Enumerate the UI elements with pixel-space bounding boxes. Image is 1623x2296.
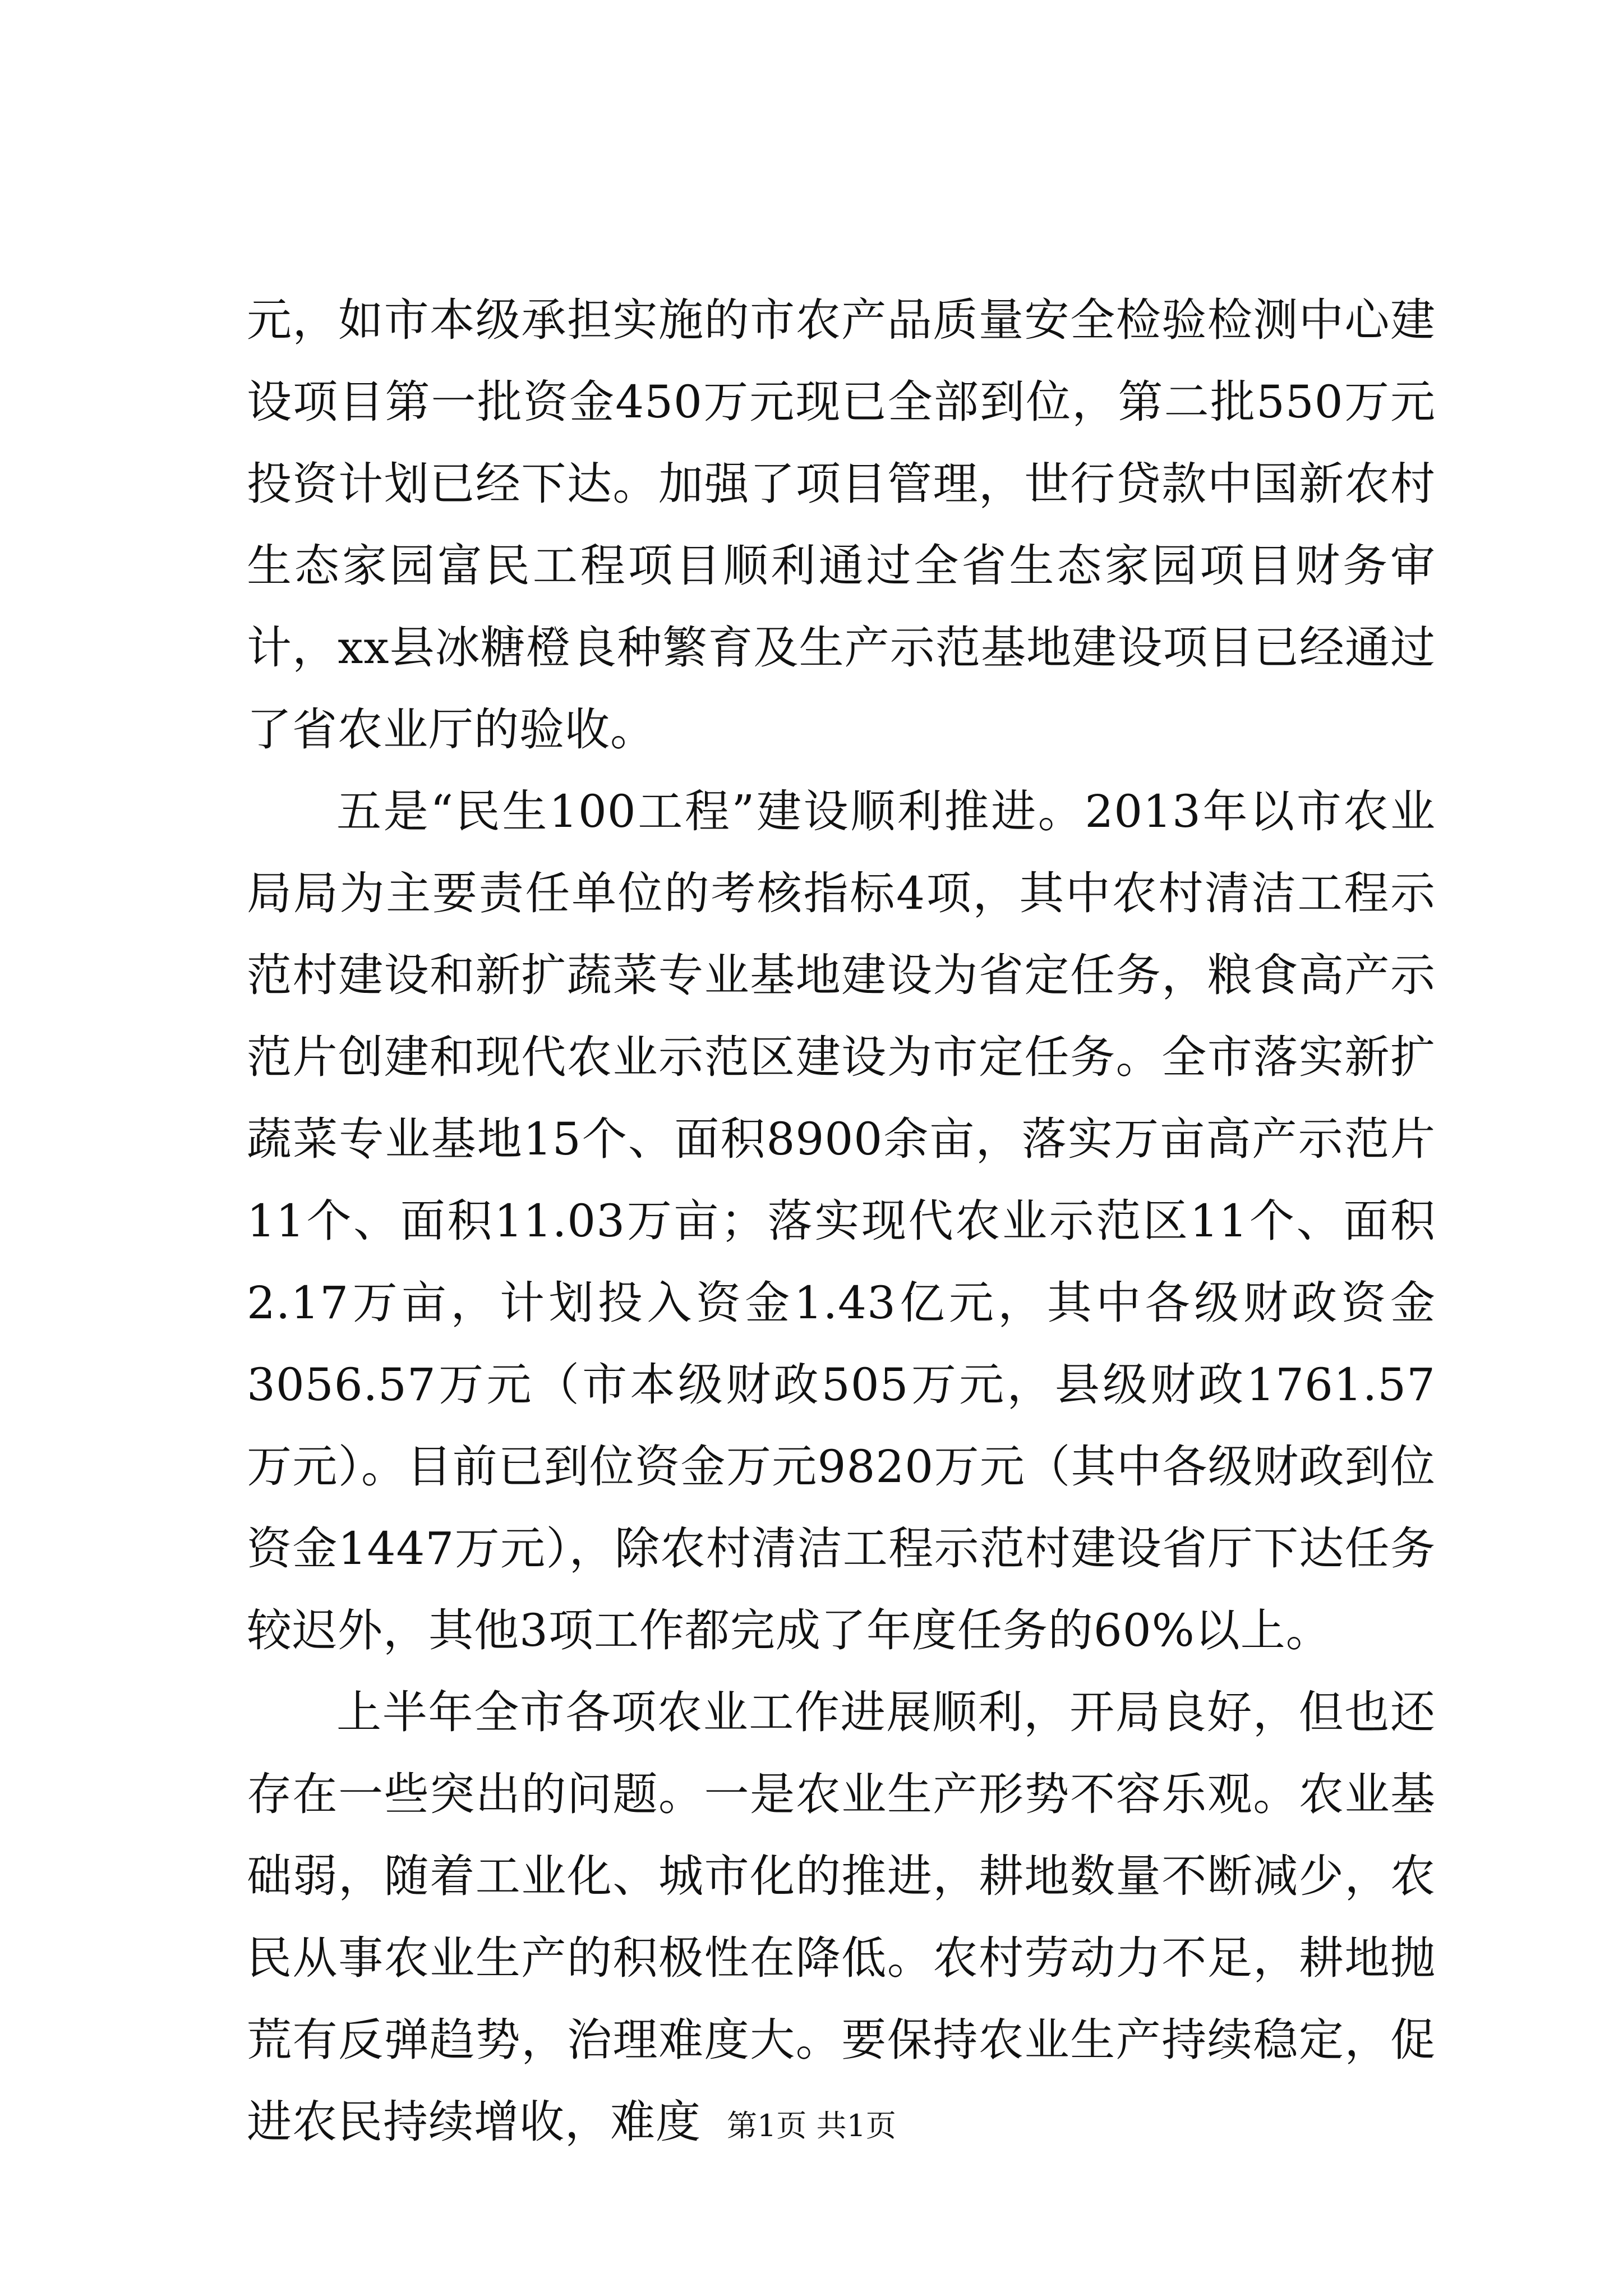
- paragraph-continuation: 元，如市本级承担实施的市农产品质量安全检验检测中心建设项目第一批资金450万元现已全部到位，第二批550万元投资计划已经下达。加强了项目管理，世行贷款中国新农村生态家园富民工程项目顺利通过全省生态家园项目财务审计，xx县冰糖橙良种繁育及生产示范基地建设项目已经通过了省农业厅的验收。: [247, 294, 1436, 756]
- paragraph-problems: 上半年全市各项农业工作进展顺利，开局良好，但也还存在一些突出的问题。一是农业生产形势不容乐观。农业基础弱，随着工业化、城市化的推进，耕地数量不断减少，农民从事农业生产的积极性在降低。农村劳动力不足，耕地抛荒有反弹趋势，治理难度大。要保持农业生产持续稳定，促进农民持续增收，难度: [247, 1686, 1436, 2148]
- paragraph-livelihood-project: 五是“民生100工程”建设顺利推进。2013年以市农业局局为主要责任单位的考核指标4项，其中农村清洁工程示范村建设和新扩蔬菜专业基地建设为省定任务，粮食高产示范片创建和现代农业示范区建设为市定任务。全市落实新扩蔬菜专业基地15个、面积8900余亩，落实万亩高产示范片11个、面积11.03万亩；落实现代农业示范区11个、面积2.17万亩，计划投入资金1.43亿元，其中各级财政资金3056.57万元（市本级财政505万元，县级财政1761.57万元）。目前已到位资金万元9820万元（其中各级财政到位资金1447万元），除农村清洁工程示范村建设省厅下达任务较迟外，其他3项工作都完成了年度任务的60%以上。: [247, 785, 1436, 1657]
- page-footer: 第1页 共1页: [727, 2108, 896, 2143]
- document-body: [247, 279, 1436, 2163]
